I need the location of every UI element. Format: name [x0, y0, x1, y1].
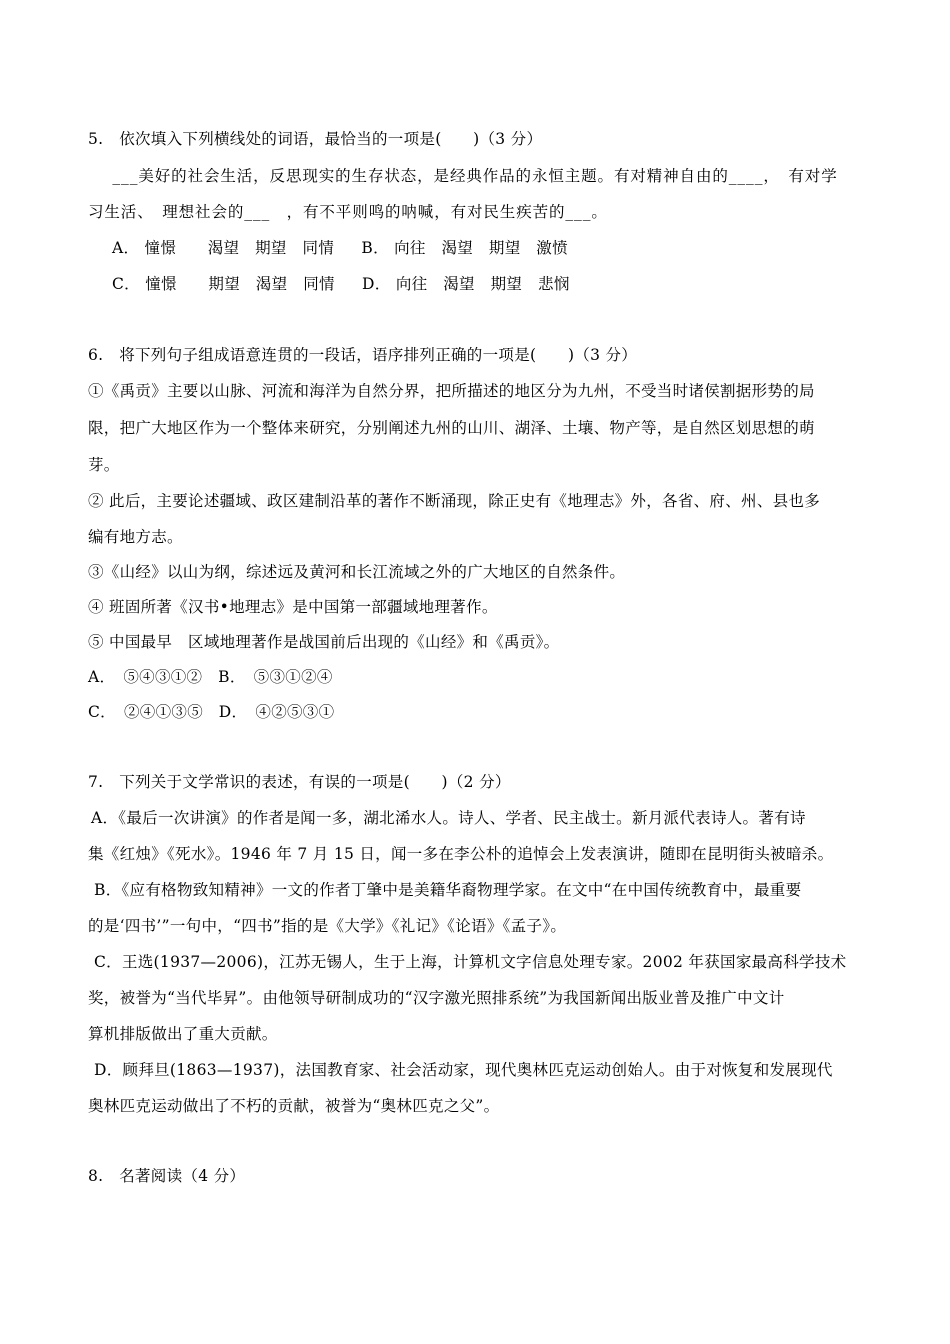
q5-option-a-words: 憧憬 渴望 期望 同情	[144, 239, 335, 257]
q5-option-c-words: 憧憬 期望 渴望 同情	[145, 275, 335, 293]
q6-sentence-5: ⑤ 中国最早 区域地理著作是战国前后出现的《山经》和《禹贡》。	[88, 633, 560, 651]
q6-sentence-3: ③《山经》以山为纲，综述远及黄河和长江流域之外的广大地区的自然条件。	[88, 563, 626, 581]
q7-option-b-line-2: 的是‘四书’”一句中，“四书”指的是《大学》《礼记》《论语》《孟子》。	[88, 917, 567, 935]
q7-option-c-line-1: C．王选(1937—2006)，江苏无锡人，生于上海，计算机文字信息处理专家。2002 年获国家最高科学技术	[94, 953, 847, 971]
q6-sentence-2-line-1: ② 此后，主要论述疆域、政区建制沿革的著作不断涌现，除正史有《地理志》外，各省、府、州、县也多	[88, 492, 821, 510]
q5-option-d-words: 向往 渴望 期望 悲悯	[395, 275, 570, 293]
q7-option-d-line-1: D．顾拜旦(1863—1937)，法国教育家、社会活动家，现代奥林匹克运动创始人。由于对恢复和发展现代	[94, 1061, 833, 1079]
q5-options-cd	[112, 272, 570, 294]
q6-sentence-4: ④ 班固所著《汉书•地理志》是中国第一部疆域地理著作。	[88, 598, 498, 616]
q7-option-a-line-1: A．《最后一次讲演》的作者是闻一多，湖北浠水人。诗人、学者、民主战士。新月派代表诗人。著有诗	[91, 809, 806, 827]
q5-stem: 5. 依次填入下列横线处的词语，最恰当的一项是( )（3 分）	[88, 130, 543, 148]
q5-passage-line-1: ___美好的社会生活，反思现实的生存状态，是经典作品的永恒主题。有对精神自由的____， 有对学	[96, 167, 838, 185]
q5-option-d-letter: D．	[362, 275, 391, 293]
q6-sentence-1-line-2: 限，把广大地区作为一个整体来研究，分别阐述九州的山川、湖泽、土壤、物产等，是自然区划思想的萌	[88, 419, 815, 437]
q5-option-b-words: 向往 渴望 期望 激愤	[394, 239, 568, 257]
q5-option-c-letter: C．	[112, 275, 140, 293]
q5-option-b-letter: B．	[361, 239, 389, 257]
q7-option-d-line-2: 奥林匹克运动做出了不朽的贡献，被誉为“奥林匹克之父”。	[88, 1097, 500, 1115]
q6-options-ab: A． ⑤④③①② B． ⑤③①②④	[88, 668, 333, 686]
q6-stem: 6. 将下列句子组成语意连贯的一段话，语序排列正确的一项是( )（3 分）	[88, 346, 638, 364]
q5-passage-line-2: 习生活、 理想社会的___ ，有不平则鸣的呐喊，有对民生疾苦的___。	[88, 203, 608, 221]
q7-option-a-line-2: 集《红烛》《死水》。1946 年 7 月 15 日，闻一多在李公朴的追悼会上发表演讲，随即在昆明街头被暗杀。	[88, 845, 834, 863]
q6-options-cd: C． ②④①③⑤ D． ④②⑤③①	[88, 703, 335, 721]
q6-sentence-1-line-3: 芽。	[88, 456, 120, 474]
q7-option-c-line-2: 奖，被誉为“当代毕昇”。由他领导研制成功的“汉字激光照排系统”为我国新闻出版业普及推广中文计	[88, 989, 785, 1007]
q7-stem: 7. 下列关于文学常识的表述，有误的一项是( )（2 分）	[88, 773, 511, 791]
q5-option-a-letter: A．	[112, 239, 140, 257]
q7-option-c-line-3: 算机排版做出了重大贡献。	[88, 1025, 278, 1043]
q8-stem: 8. 名著阅读（4 分）	[88, 1167, 246, 1185]
q6-sentence-1-line-1: ①《禹贡》主要以山脉、河流和海洋为自然分界，把所描述的地区分为九州，不受当时诸侯割据形势的局	[88, 382, 815, 400]
q6-sentence-2-line-2: 编有地方志。	[88, 528, 183, 546]
q5-options-ab	[112, 236, 568, 258]
q7-option-b-line-1: B．《应有格物致知精神》一文的作者丁肇中是美籍华裔物理学家。在文中“在中国传统教育中，最重要	[94, 881, 802, 899]
